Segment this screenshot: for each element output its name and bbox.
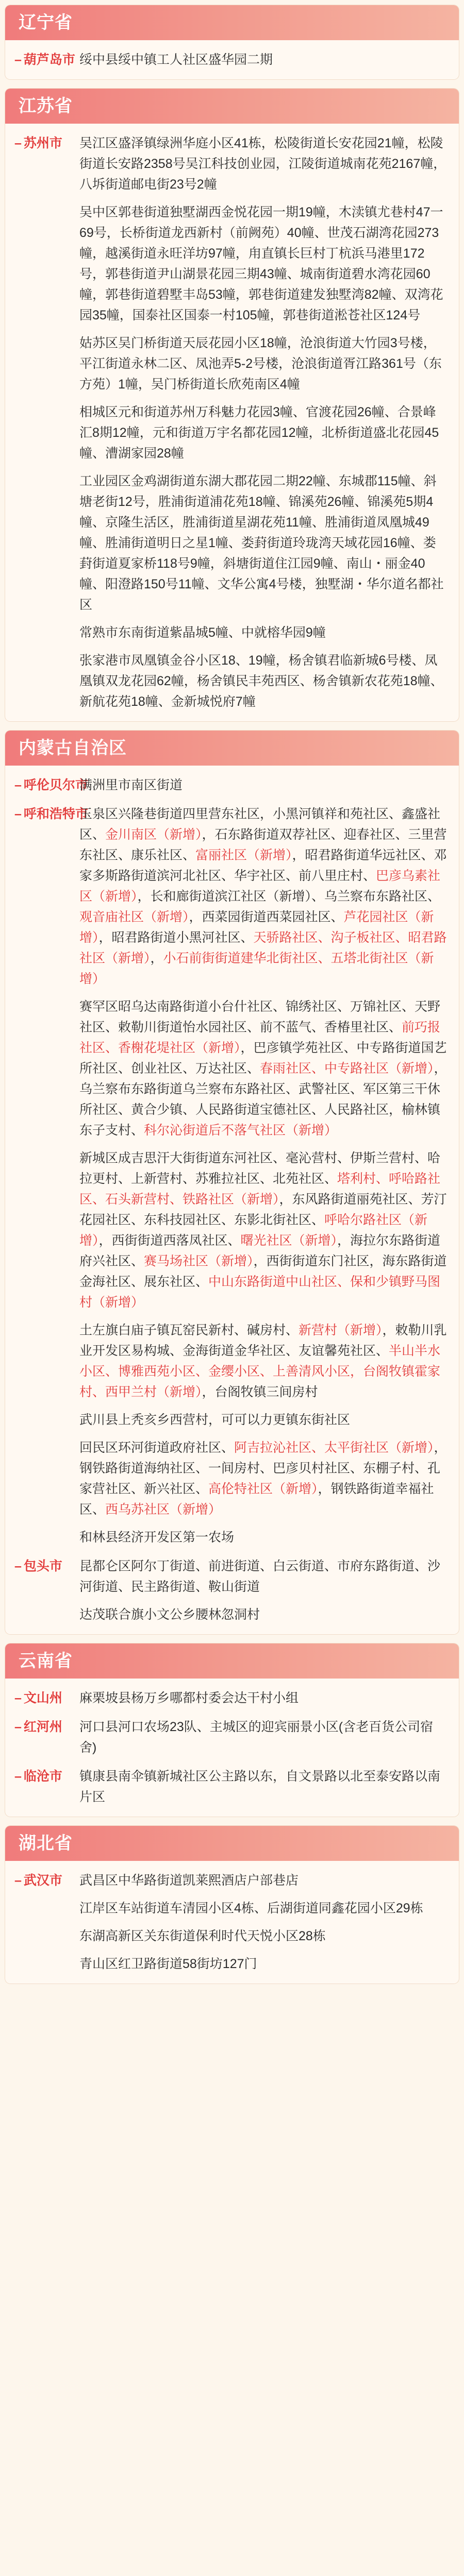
city-row bbox=[14, 49, 448, 70]
area-text: 张家港市凤凰镇金谷小区18、19幢，杨舍镇君临新城6号楼、凤凰镇双龙花园62幢，杨舍镇民丰苑西区、杨舍镇新农花苑18幢、新航花苑18幢、金新城悦府7幢 bbox=[79, 653, 443, 709]
area-paragraph bbox=[79, 804, 448, 989]
area-paragraph bbox=[79, 622, 448, 643]
area-paragraph bbox=[79, 1717, 448, 1758]
area-paragraph bbox=[79, 202, 448, 326]
new-area-text: 中山东路街道中山社区、保和少镇野马图村（新增） bbox=[79, 1275, 441, 1310]
city-label bbox=[14, 1717, 79, 1737]
area-paragraph bbox=[79, 1954, 448, 1974]
city-label bbox=[14, 1688, 79, 1708]
area-text: 昆都仑区阿尔丁街道、前进街道、白云街道、市府东路街道、沙河街道、民主路街道、鞍山街道 bbox=[79, 1559, 441, 1594]
area-paragraph bbox=[79, 996, 448, 1141]
city-name: 武汉市 bbox=[23, 1873, 62, 1888]
city-row bbox=[14, 1870, 448, 1974]
dash-bullet-icon: – bbox=[14, 136, 22, 150]
city-label bbox=[14, 133, 79, 154]
area-paragraph bbox=[79, 650, 448, 712]
city-name: 苏州市 bbox=[23, 136, 62, 150]
area-text: 河口县河口农场23队、主城区的迎宾丽景小区(含老百货公司宿舍) bbox=[79, 1720, 434, 1755]
area-text: 姑苏区吴门桥街道天辰花园小区18幢，沧浪街道大竹园3号楼，平江街道永林二区、凤池弄5-2号楼，沧浪街道胥江路361号（东方苑）1幢，吴门桥街道长欣苑南区4幢 bbox=[79, 336, 442, 392]
area-paragraph bbox=[79, 1898, 448, 1919]
new-area-text: 观音庙社区（新增） bbox=[79, 910, 189, 924]
province-body bbox=[5, 766, 459, 1634]
new-area-text: 赛马场社区（新增） bbox=[144, 1254, 254, 1268]
new-area-text: 小石前街街道建华北街社区、五塔北街社区（新增） bbox=[79, 951, 434, 986]
area-text: 东湖高新区关东街道保利时代天悦小区28栋 bbox=[79, 1929, 326, 1943]
new-area-text: 富丽社区（新增） bbox=[195, 848, 292, 862]
new-area-text: 春雨社区、中专路社区（新增） bbox=[260, 1061, 434, 1076]
area-text: 达茂联合旗小文公乡腰林忽洞村 bbox=[79, 1607, 260, 1622]
area-text: 吴江区盛泽镇绿洲华庭小区41栋，松陵街道长安花园21幢，松陵街道长安路2358号吴江科技创业园，江陵街道城南花苑2167幢，八坼街道邮电街23号2幢 bbox=[79, 136, 446, 192]
area-text: 新城区成吉思汗大街街道东河社区、毫沁营村、伊斯兰营村、哈拉更村、上新营村、苏雅拉社区、北苑社区、 bbox=[79, 1151, 441, 1186]
new-area-text: 天骄路社区、沟子板社区、昭君路社区（新增） bbox=[79, 930, 447, 965]
city-label bbox=[14, 1870, 79, 1891]
dash-bullet-icon: – bbox=[14, 1559, 22, 1573]
province-header: 内蒙古自治区 bbox=[5, 731, 459, 766]
area-text: 常熟市东南街道紫晶城5幢、中就榕华园9幢 bbox=[79, 625, 326, 640]
area-text: 青山区红卫路街道58街坊127门 bbox=[79, 1957, 257, 1971]
area-paragraph bbox=[79, 1688, 448, 1708]
dash-bullet-icon: – bbox=[14, 1769, 22, 1784]
area-text: ，巴彦镇学苑社区、中专路街道国艺所社区、创业社区、万达社区、 bbox=[79, 1041, 447, 1076]
area-text: 绥中县绥中镇工人社区盛华园二期 bbox=[79, 53, 273, 67]
dash-bullet-icon: – bbox=[14, 807, 22, 821]
area-text: 相城区元和街道苏州万科魅力花园3幢、官渡花园26幢、合景峰汇8期12幢，元和街道万宇名都花园12幢，北桥街道盛北花园45幢、漕湖家园28幢 bbox=[79, 405, 439, 461]
area-paragraph bbox=[79, 775, 448, 795]
city-content bbox=[79, 133, 448, 712]
area-text: 工业园区金鸡湖街道东湖大郡花园二期22幢、东城郡115幢、斜塘老街12号，胜浦街道浦花苑18幢、锦溪苑26幢、锦溪苑5期4幢、京隆生活区，胜浦街道星湖花苑11幢、胜浦街道凤凰城49幢、胜浦街道明日之星1幢、娄葑街道玲珑湾天域花园16幢、娄葑街道夏家桥118号9幢，斜塘街道住江园9幢、南山・丽金40幢、阳澄路150号11幢、文华公寓4号楼，独墅湖・华尔道名都社区 bbox=[79, 474, 444, 612]
new-area-text: 巴彦乌素社区（新增） bbox=[79, 869, 441, 904]
province-section bbox=[5, 89, 459, 721]
area-text: ，海拉尔东路街道府兴社区、 bbox=[79, 1233, 441, 1268]
area-paragraph bbox=[79, 471, 448, 615]
dash-bullet-icon: – bbox=[14, 1873, 22, 1888]
area-text: ，乌兰察布东路街道乌兰察布东路社区、武警社区、军区第三干休所社区、黄合少镇、人民路街道宝德社区、人民路社区，榆林镇东子支村、 bbox=[79, 1061, 447, 1138]
area-text: ，台阁牧镇三间房村 bbox=[202, 1385, 318, 1399]
new-area-text: 半山半水小区、博雅西苑小区、金缨小区、上善清风小区，台阁牧镇霍家村、西甲兰村（新增） bbox=[79, 1344, 441, 1399]
city-content bbox=[79, 775, 448, 795]
area-paragraph bbox=[79, 1766, 448, 1807]
city-label bbox=[14, 804, 88, 824]
area-text: 吴中区郭巷街道独墅湖西金悦花园一期19幢，木渎镇尤巷村47一69号，长桥街道龙西新村（前阙苑）40幢、世茂石湖湾花园273幢，越溪街道永旺洋坊97幢，甪直镇长巨村丁杭浜马港里172号，郭巷街道尹山湖景花园三期43幢、城南街道碧水湾花园60幢，郭巷街道碧墅丰岛53幢，郭巷街道建发独墅湾82幢、双湾花园35幢，国泰社区国泰一村105幢，郭巷街道淞苍社区124号 bbox=[79, 205, 443, 323]
new-area-text: 西乌苏社区（新增） bbox=[105, 1502, 222, 1517]
city-row bbox=[14, 1688, 448, 1708]
province-body bbox=[5, 124, 459, 721]
area-text: ，东风路街道丽苑社区、芳汀花园社区、东科技园社区、东影北街社区、 bbox=[79, 1192, 447, 1227]
area-paragraph bbox=[79, 1926, 448, 1946]
area-text: ，西菜园街道西菜园社区、 bbox=[189, 910, 344, 924]
area-paragraph bbox=[79, 1320, 448, 1402]
new-area-text: 科尔沁街道后不落气社区（新增） bbox=[144, 1123, 338, 1138]
area-text: 武昌区中华路街道凯莱熙酒店户部巷店 bbox=[79, 1873, 299, 1888]
city-content bbox=[79, 1766, 448, 1807]
new-area-text: 呼哈尔路社区（新增） bbox=[79, 1213, 428, 1248]
area-text: 武川县上秃亥乡西营村，可可以力更镇东街社区 bbox=[79, 1413, 351, 1427]
city-name: 包头市 bbox=[23, 1559, 62, 1573]
province-section bbox=[5, 5, 459, 79]
province-header: 辽宁省 bbox=[5, 5, 459, 40]
city-name: 临沧市 bbox=[23, 1769, 62, 1784]
new-area-text: 阿吉拉沁社区、太平街社区（新增） bbox=[234, 1440, 434, 1455]
city-content bbox=[79, 49, 448, 70]
area-text: 赛罕区昭乌达南路街道小台什社区、锦绣社区、万锦社区、天野社区、敕勒川街道怡水园社区、前不蓝气、香椿里社区、 bbox=[79, 999, 441, 1035]
new-area-text: 金川南区（新增） bbox=[105, 827, 202, 842]
area-text: 和林县经济开发区第一农场 bbox=[79, 1530, 235, 1545]
area-text: ， bbox=[150, 951, 163, 965]
province-body bbox=[5, 1861, 459, 1984]
province-header: 湖北省 bbox=[5, 1826, 459, 1861]
area-paragraph bbox=[79, 1604, 448, 1625]
area-text: 满洲里市南区街道 bbox=[79, 778, 183, 792]
area-paragraph bbox=[79, 1437, 448, 1520]
province-section bbox=[5, 731, 459, 1634]
area-paragraph bbox=[79, 133, 448, 195]
city-label bbox=[14, 1556, 79, 1577]
city-row bbox=[14, 804, 448, 1548]
province-body bbox=[5, 1679, 459, 1817]
area-text: 麻栗坡县杨万乡哪都村委会达干村小组 bbox=[79, 1691, 299, 1705]
area-text: ，昭君路街道小黑河社区、 bbox=[98, 930, 254, 945]
area-text: ，西街街道西落凤社区、 bbox=[98, 1233, 241, 1248]
city-label bbox=[14, 775, 88, 795]
city-content bbox=[79, 1556, 448, 1625]
new-area-text: 新营村（新增） bbox=[299, 1323, 383, 1337]
city-content bbox=[79, 1717, 448, 1758]
area-paragraph bbox=[79, 1410, 448, 1430]
area-text: 回民区环河街道政府社区、 bbox=[79, 1440, 235, 1455]
area-text: ，西街街道东门社区，海东路街道金海社区、展东社区、 bbox=[79, 1254, 447, 1289]
province-header: 江苏省 bbox=[5, 89, 459, 124]
area-text: ，昭君路街道华远社区、邓家多斯路街道滨河北社区、华宇社区、前八里庄村、 bbox=[79, 848, 447, 883]
area-paragraph bbox=[79, 1556, 448, 1597]
area-text: ，敕勒川乳业开发区易构城、金海街道金华社区、友谊馨苑社区、 bbox=[79, 1323, 447, 1358]
new-area-text: 曙光社区（新增） bbox=[240, 1233, 338, 1248]
city-content bbox=[79, 1688, 448, 1708]
area-text: ，钢铁路街道幸福社区、 bbox=[79, 1482, 434, 1517]
new-area-text: 芦花园社区（新增） bbox=[79, 910, 434, 945]
city-row bbox=[14, 775, 448, 795]
area-paragraph bbox=[79, 1527, 448, 1548]
city-name: 呼和浩特市 bbox=[23, 807, 88, 821]
city-row bbox=[14, 133, 448, 712]
province-body bbox=[5, 40, 459, 79]
city-content bbox=[79, 1870, 448, 1974]
area-text: ，长和廊街道滨江社区（新增）、乌兰察布东路社区、 bbox=[137, 889, 441, 904]
area-paragraph bbox=[79, 49, 448, 70]
area-paragraph bbox=[79, 333, 448, 395]
dash-bullet-icon: – bbox=[14, 778, 22, 792]
area-text: 镇康县南伞镇新城社区公主路以东，自文景路以北至泰安路以南片区 bbox=[79, 1769, 441, 1804]
city-name: 红河州 bbox=[23, 1720, 62, 1734]
city-row bbox=[14, 1766, 448, 1807]
dash-bullet-icon: – bbox=[14, 53, 22, 67]
city-label bbox=[14, 49, 79, 70]
city-label bbox=[14, 1766, 79, 1787]
area-text: ，石东路街道双荐社区、迎春社区、三里营东社区、康乐社区、 bbox=[79, 827, 447, 862]
new-area-text: 塔利村、呼哈路社区、石头新营村、铁路社区（新增） bbox=[79, 1172, 441, 1207]
province-section bbox=[5, 1643, 459, 1817]
area-text: 江岸区车站街道车清园小区4栋、后湖街道同鑫花园小区29栋 bbox=[79, 1901, 423, 1916]
area-text: 土左旗白庙子镇瓦窑民新村、碱房村、 bbox=[79, 1323, 299, 1337]
city-name: 呼伦贝尔市 bbox=[23, 778, 88, 792]
area-paragraph bbox=[79, 402, 448, 464]
city-name: 葫芦岛市 bbox=[23, 53, 75, 67]
new-area-text: 高伦特社区（新增） bbox=[208, 1482, 318, 1496]
new-area-text: 前巧报社区、香榭花堤社区（新增） bbox=[79, 1020, 441, 1055]
city-name: 文山州 bbox=[23, 1691, 62, 1705]
sections-container bbox=[0, 5, 464, 1984]
province-header: 云南省 bbox=[5, 1643, 459, 1679]
city-row bbox=[14, 1556, 448, 1625]
city-content bbox=[79, 804, 448, 1548]
area-paragraph bbox=[79, 1148, 448, 1313]
area-text: ，钢铁路街道海纳社区、一间房村、巴彦贝村社区、东棚子村、孔家营社区、新兴社区、 bbox=[79, 1440, 447, 1496]
province-section bbox=[5, 1826, 459, 1984]
dash-bullet-icon: – bbox=[14, 1720, 22, 1734]
area-paragraph bbox=[79, 1870, 448, 1891]
area-text: 玉泉区兴隆巷街道四里营东社区，小黑河镇祥和苑社区、鑫盛社区、 bbox=[79, 807, 441, 842]
dash-bullet-icon: – bbox=[14, 1691, 22, 1705]
city-row bbox=[14, 1717, 448, 1758]
